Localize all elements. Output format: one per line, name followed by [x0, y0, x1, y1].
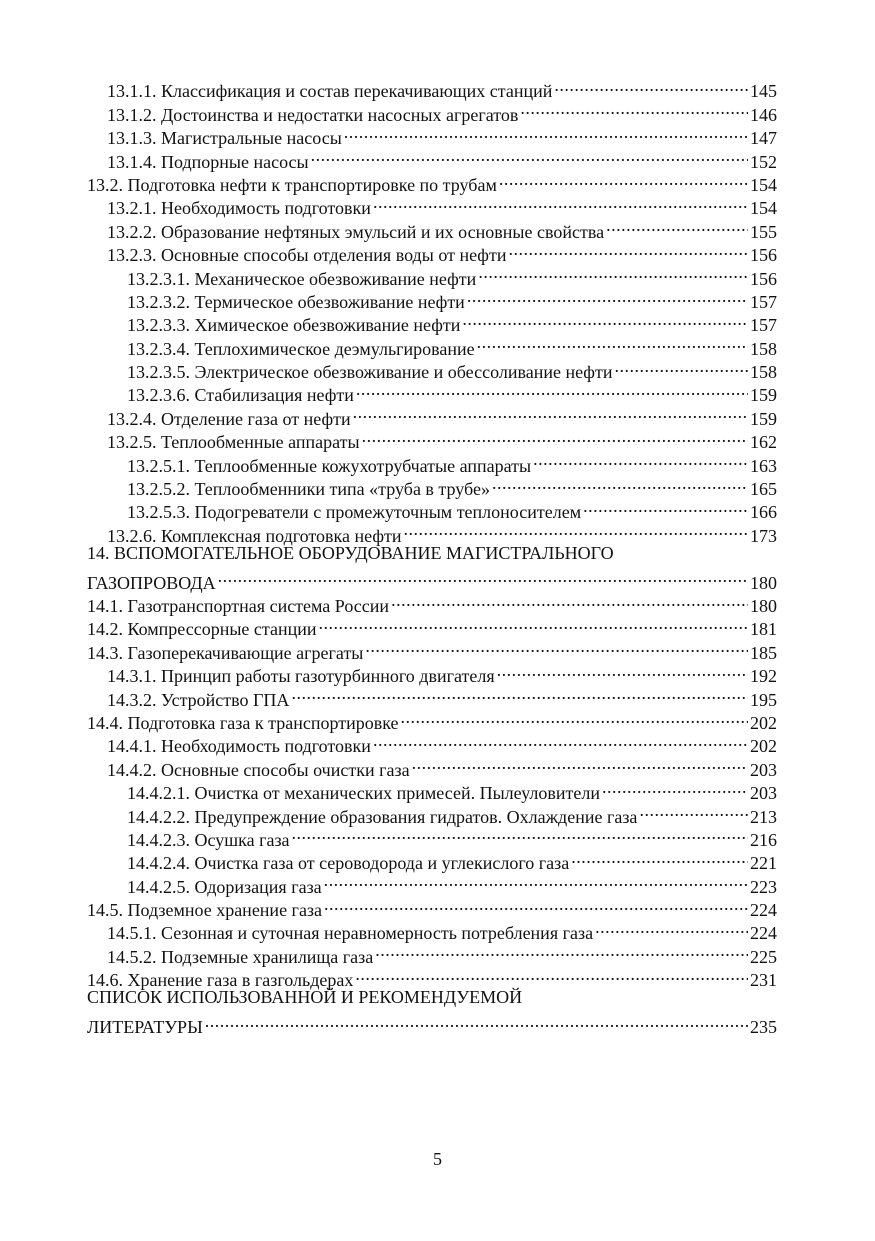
toc-entry-title: 14.6. Хранение газа в газгольдерах [87, 970, 354, 991]
toc-entry-page: 235 [750, 1017, 777, 1038]
toc-leader-dots [533, 448, 748, 471]
toc-entry-title: 13.2.3.3. Химическое обезвоживание нефти [127, 315, 461, 336]
toc-leader-dots [356, 378, 748, 401]
toc-entry-page: 202 [750, 712, 777, 733]
toc-entry-title: 14.4.2.5. Одоризация газа [127, 876, 322, 897]
toc-entry-title: 13.2.1. Необходимость подготовки [107, 198, 371, 219]
toc-entry-title: 13.2. Подготовка нефти к транспортировке по трубам [87, 174, 497, 195]
toc-entry-page: 156 [750, 268, 777, 289]
toc-entry-title: 13.2.2. Образование нефтяных эмульсий и их основные свойства [107, 221, 605, 242]
toc-entry-title: 14.5.1. Сезонная и суточная неравномерность потребления газа [107, 923, 594, 944]
toc-entry-page: 180 [750, 572, 777, 593]
toc-leader-dots [467, 285, 748, 308]
toc-entry-page: 223 [750, 876, 777, 897]
toc-entry-title: 14.1. Газотранспортная система России [87, 595, 390, 616]
toc-entry-title: 13.2.4. Отделение газа от нефти [107, 408, 351, 429]
toc-entry-title: 14.3.1. Принцип работы газотурбинного двигателя [107, 666, 495, 687]
toc-entry-title: 13.1.3. Магистральные насосы [107, 128, 342, 149]
table-of-contents [87, 74, 777, 1038]
toc-bibliography-title: СПИСОК ИСПОЛЬЗОВАННОЙ И РЕКОМЕНДУЕМОЙ [87, 987, 523, 1008]
toc-entry-page: 203 [750, 759, 777, 780]
toc-leader-dots [412, 752, 748, 775]
toc-entry-page: 180 [750, 595, 777, 616]
toc-leader-dots [614, 355, 748, 378]
toc-entry-page: 158 [750, 338, 777, 359]
toc-entry-title: 14.4.1. Необходимость подготовки [107, 736, 371, 757]
toc-entry-title: 13.2.5.2. Теплообменники типа «труба в трубе» [127, 479, 490, 500]
toc-chapter-title-cont: ГАЗОПРОВОДА [87, 572, 216, 593]
toc-chapter-heading-line2[interactable] [87, 565, 777, 593]
toc-entry-page: 185 [750, 642, 777, 663]
toc-bibliography-line1[interactable] [87, 986, 777, 1009]
toc-entry-title: 13.1.1. Классификация и состав перекачивающих станций [107, 81, 553, 102]
toc-leader-dots [324, 869, 748, 892]
toc-entry-page: 225 [750, 946, 777, 967]
toc-leader-dots [362, 425, 748, 448]
toc-leader-dots [595, 916, 748, 939]
toc-entry-page: 224 [750, 923, 777, 944]
toc-entry-title: 13.2.3.5. Электрическое обезвоживание и обессоливание нефти [127, 362, 613, 383]
toc-leader-dots [554, 74, 748, 97]
toc-entry-title: 13.1.2. Достоинства и недостатки насосных агрегатов [107, 104, 519, 125]
toc-leader-dots [324, 893, 748, 916]
toc-entry-page: 159 [750, 408, 777, 429]
toc-entry-page: 166 [750, 502, 777, 523]
toc-leader-dots [292, 823, 748, 846]
toc-leader-dots [477, 331, 748, 354]
toc-entry-title: 13.2.6. Комплексная подготовка нефти [107, 525, 402, 546]
toc-entry-title: 14.3.2. Устройство ГПА [107, 689, 290, 710]
toc-leader-dots [373, 729, 748, 752]
toc-entry-page: 192 [750, 666, 777, 687]
toc-leader-dots [365, 635, 748, 658]
toc-entry-title: 14.4.2.1. Очистка от механических примесей. Пылеуловители [127, 783, 600, 804]
toc-entry-page: 157 [750, 315, 777, 336]
toc-entry-title: 13.2.3. Основные способы отделения воды от нефти [107, 245, 507, 266]
toc-entry-page: 162 [750, 432, 777, 453]
toc-entry-page: 221 [750, 853, 777, 874]
toc-entry-title: 13.2.5.3. Подогреватели с промежуточным теплоносителем [127, 502, 582, 523]
toc-entry-page: 181 [750, 619, 777, 640]
toc-leader-dots [218, 565, 748, 588]
toc-leader-dots [571, 846, 748, 869]
toc-leader-dots [492, 472, 748, 495]
toc-leader-dots [311, 144, 748, 167]
toc-entry-title: 14.3. Газоперекачивающие агрегаты [87, 642, 364, 663]
toc-entry-title: 13.2.3.4. Теплохимическое деэмульгирование [127, 338, 475, 359]
toc-leader-dots [639, 799, 748, 822]
toc-leader-dots [404, 518, 748, 541]
toc-entry-page: 157 [750, 291, 777, 312]
toc-entry-page: 147 [750, 128, 777, 149]
toc-leader-dots [373, 191, 748, 214]
toc-entry-title: 13.2.5.1. Теплообменные кожухотрубчатые аппараты [127, 455, 532, 476]
toc-entry-title: 13.2.3.2. Термическое обезвоживание нефти [127, 291, 465, 312]
toc-entry-page: 158 [750, 362, 777, 383]
toc-leader-dots [508, 238, 748, 261]
toc-leader-dots [355, 963, 748, 986]
toc-entry-title: 13.2.3.6. Стабилизация нефти [127, 385, 354, 406]
toc-entry-page: 145 [750, 81, 777, 102]
toc-entry-page: 203 [750, 783, 777, 804]
toc-entry[interactable] [87, 74, 777, 102]
toc-entry-title: 14.4.2.4. Очистка газа от сероводорода и углекислого газа [127, 853, 570, 874]
toc-entry-title: 13.2.3.1. Механическое обезвоживание нефти [127, 268, 477, 289]
toc-entry-title: 14.4.2.3. Осушка газа [127, 829, 290, 850]
toc-leader-dots [478, 261, 748, 284]
toc-leader-dots [499, 168, 748, 191]
toc-entry-title: 14.5. Подземное хранение газа [87, 900, 323, 921]
toc-bibliography-line2[interactable] [87, 1010, 777, 1038]
toc-leader-dots [353, 401, 748, 424]
toc-entry-page: 155 [750, 221, 777, 242]
toc-leader-dots [205, 1010, 748, 1033]
toc-entry-page: 154 [750, 174, 777, 195]
toc-entry-page: 152 [750, 151, 777, 172]
toc-entry-title: 14.5.2. Подземные хранилища газа [107, 946, 374, 967]
toc-entry-title: 13.1.4. Подпорные насосы [107, 151, 309, 172]
toc-entry-page: 165 [750, 479, 777, 500]
toc-entry-page: 154 [750, 198, 777, 219]
toc-entry-page: 216 [750, 829, 777, 850]
toc-leader-dots [344, 121, 748, 144]
toc-entry-page: 163 [750, 455, 777, 476]
toc-chapter-title: 14. ВСПОМОГАТЕЛЬНОЕ ОБОРУДОВАНИЕ МАГИСТРАЛЬНОГО [87, 542, 614, 563]
toc-entry-page: 146 [750, 104, 777, 125]
toc-entry-title: 14.4.2. Основные способы очистки газа [107, 759, 410, 780]
toc-entry-page: 202 [750, 736, 777, 757]
toc-leader-dots [606, 214, 748, 237]
toc-leader-dots [462, 308, 748, 331]
toc-entry-page: 173 [750, 525, 777, 546]
toc-leader-dots [520, 97, 748, 120]
toc-entry-page: 213 [750, 806, 777, 827]
toc-entry-page: 231 [750, 970, 777, 991]
toc-leader-dots [375, 939, 748, 962]
toc-entry-title: 14.4. Подготовка газа к транспортировке [87, 712, 399, 733]
toc-entry-page: 159 [750, 385, 777, 406]
toc-chapter-heading-line1[interactable] [87, 542, 777, 565]
toc-entry-title: 13.2.5. Теплообменные аппараты [107, 432, 360, 453]
toc-entry-page: 224 [750, 900, 777, 921]
toc-entry-title: 14.2. Компрессорные станции [87, 619, 317, 640]
toc-leader-dots [291, 682, 748, 705]
toc-leader-dots [401, 706, 748, 729]
toc-leader-dots [391, 589, 748, 612]
toc-bibliography-title-cont: ЛИТЕРАТУРЫ [87, 1017, 203, 1038]
toc-leader-dots [319, 612, 748, 635]
toc-leader-dots [497, 659, 748, 682]
toc-entry-page: 195 [750, 689, 777, 710]
page-number: 5 [433, 1149, 442, 1169]
toc-entry-page: 156 [750, 245, 777, 266]
toc-leader-dots [583, 495, 748, 518]
toc-leader-dots [602, 776, 748, 799]
toc-entry-title: 14.4.2.2. Предупреждение образования гидратов. Охлаждение газа [127, 806, 638, 827]
